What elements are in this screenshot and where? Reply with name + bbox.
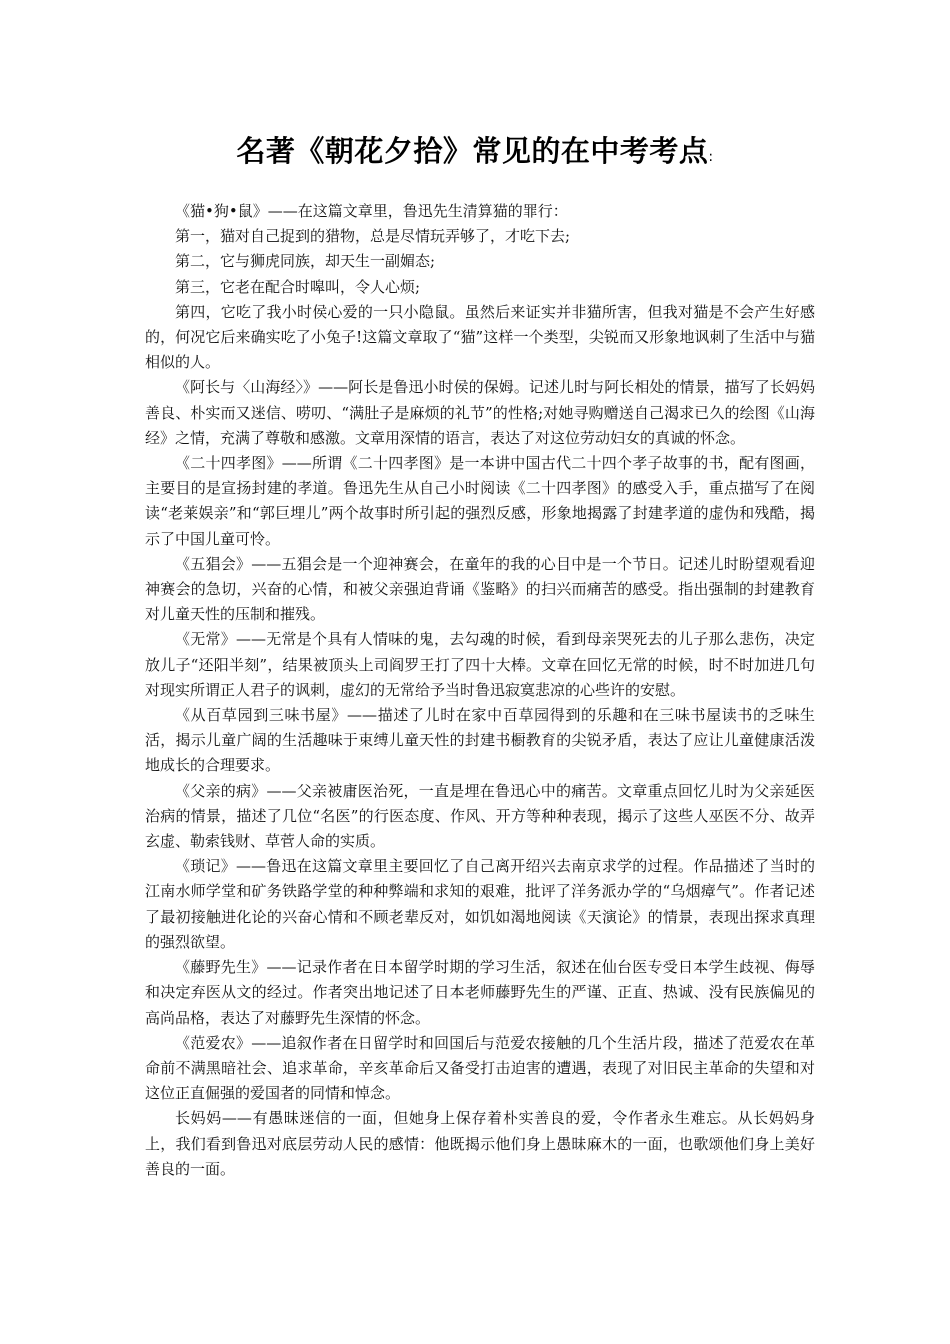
paragraph-father-illness: 《父亲的病》——父亲被庸医治死，一直是埋在鲁迅心中的痛苦。文章重点回忆儿时为父亲延医治病的情景，描述了几位“名医”的行医态度、作风、开方等种种表现，揭示了这些人巫医不分、故弄玄虚、勒索钱财、草菅人命的实质。 (145, 781, 815, 851)
document-title (0, 133, 950, 175)
paragraph-third-point: 第三，它老在配合时嗥叫，令人心烦; (175, 277, 421, 296)
paragraph-a-chang: 《阿长与〈山海经〉》——阿长是鲁迅小时侯的保姆。记述儿时与阿长相处的情景，描写了长妈妈善良、朴实而又迷信、唠叨、“满肚子是麻烦的礼节”的性格;对她寻购赠送自己渴求已久的绘图《山海经》之情，充满了尊敬和感激。文章用深情的语言，表达了对这位劳动妇女的真诚的怀念。 (145, 378, 815, 447)
paragraph-chang-mama: 长妈妈——有愚昧迷信的一面，但她身上保存着朴实善良的爱，令作者永生难忘。从长妈妈身上，我们看到鲁迅对底层劳动人民的感情：他既揭示他们身上愚昧麻木的一面，也歌颂他们身上美好善良的一面。 (145, 1109, 815, 1178)
title-text: 名著《朝花夕拾》常见的在中考考点 (236, 134, 709, 168)
paragraph-wuchang-ghost: 《无常》——无常是个具有人情味的鬼，去勾魂的时候，看到母亲哭死去的儿子那么悲伤，决定放儿子“还阳半刻”，结果被顶头上司阎罗王打了四十大棒。文章在回忆无常的时候，时不时加进几句对现实所谓正人君子的讽刺，虚幻的无常给予当时鲁迅寂寞悲凉的心些许的安慰。 (145, 630, 815, 699)
paragraph-baicao-garden: 《从百草园到三味书屋》——描述了儿时在家中百草园得到的乐趣和在三味书屋读书的乏味生活，揭示儿童广阔的生活趣味于束缚儿童天性的封建书橱教育的尖锐矛盾，表达了应让儿童健康活泼地成长的合理要求。 (145, 706, 815, 775)
paragraph-fujino: 《藤野先生》——记录作者在日本留学时期的学习生活，叙述在仙台医专受日本学生歧视、侮辱和决定弃医从文的经过。作者突出地记述了日本老师藤野先生的严谨、正直、热诚、没有民族偏见的高尚品格，表达了对藤野先生深情的怀念。 (145, 958, 815, 1027)
paragraph-twenty-four-filial: 《二十四孝图》——所谓《二十四孝图》是一本讲中国古代二十四个孝子故事的书，配有图画，主要目的是宣扬封建的孝道。鲁迅先生从自己小时阅读《二十四孝图》的感受入手，重点描写了在阅读“老莱娱亲”和“郭巨埋儿”两个故事时所引起的强烈反感，形象地揭露了封建孝道的虚伪和残酷，揭示了中国儿童可怜。 (145, 454, 815, 548)
title-suffix: : (708, 149, 714, 165)
paragraph-second-point: 第二，它与狮虎同族，却天生一副媚态; (175, 252, 436, 271)
paragraph-first-point: 第一，猫对自己捉到的猎物，总是尽情玩弄够了，才吃下去; (175, 227, 571, 246)
paragraph-fourth-point: 第四，它吃了我小时侯心爱的一只小隐鼠。虽然后来证实并非猫所害，但我对猫是不会产生好感的，何况它后来确实吃了小兔子!这篇文章取了“猫”这样一个类型，尖锐而又形象地讽刺了生活中与猫相似的人。 (145, 302, 815, 372)
document-body (145, 199, 815, 1182)
paragraph-wuchang-fair: 《五猖会》——五猖会是一个迎神赛会，在童年的我的心目中是一个节日。记述儿时盼望观看迎神赛会的急切，兴奋的心情，和被父亲强迫背诵《鉴略》的扫兴而痛苦的感受。指出强制的封建教育对儿童天性的压制和摧残。 (145, 554, 815, 624)
paragraph-cat-dog-mouse: 《猫•狗•鼠》——在这篇文章里，鲁迅先生清算猫的罪行： (175, 202, 568, 220)
paragraph-suoji: 《琐记》——鲁迅在这篇文章里主要回忆了自己离开绍兴去南京求学的过程。作品描述了当时的江南水师学堂和矿务铁路学堂的种种弊端和求知的艰难，批评了洋务派办学的“乌烟瘴气”。作者记述了最初接触进化论的兴奋心情和不顾老辈反对，如饥如渴地阅读《天演论》的情景，表现出探求真理的强烈欲望。 (145, 857, 815, 951)
paragraph-fan-ainong: 《范爱农》——追叙作者在日留学时和回国后与范爱农接触的几个生活片段，描述了范爱农在革命前不满黑暗社会、追求革命，辛亥革命后又备受打击迫害的遭遇，表现了对旧民主革命的失望和对这位正直倔强的爱国者的同情和悼念。 (145, 1033, 815, 1103)
